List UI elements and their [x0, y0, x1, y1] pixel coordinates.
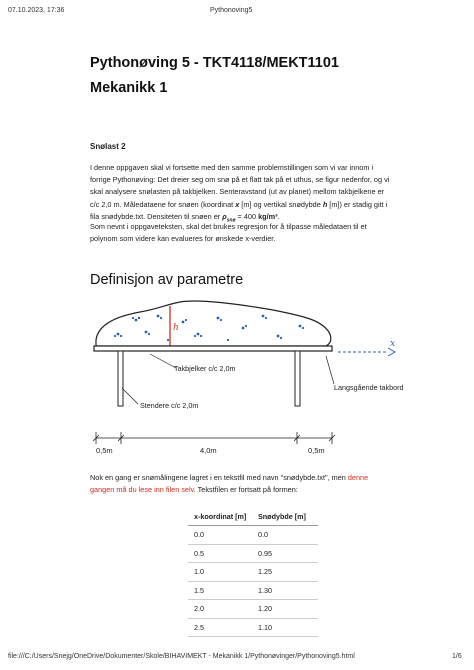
symbol-h: h	[322, 199, 328, 209]
langsgaende-label: Langsgående takbord	[334, 383, 404, 392]
langsgaende-leader	[326, 356, 334, 384]
regression-paragraph	[90, 221, 390, 245]
intro-text-5: .	[277, 211, 280, 221]
dim-mid-label: 4,0m	[200, 446, 217, 455]
dim-right-label: 0,5m	[308, 446, 325, 455]
table-cell: 0.95	[252, 544, 318, 563]
table-cell: 1.25	[252, 563, 318, 582]
file-text-red: denne gangen må du lese inn filen selv	[90, 473, 369, 495]
stendere-leader	[122, 388, 138, 404]
print-footer-path: file:///C:/Users/Snejg/OneDrive/Dokumenter/Skole/BIHAVIMEKT - Mekanikk 1/Pythonøvinger/Pythonoving5.html	[8, 653, 355, 660]
table-header-x: x-koordinat [m]	[188, 508, 252, 526]
stendere-label: Stendere c/c 2,0m	[140, 401, 199, 410]
roof-figure	[88, 298, 418, 463]
page-title: Pythonøving 5 - TKT4118/MEKT1101	[90, 55, 339, 71]
x-axis-arrowhead	[388, 348, 395, 356]
symbol-rho: ρ	[222, 211, 227, 221]
table-cell: 0.0	[252, 526, 318, 545]
file-text-2: . Tekstfilen er fortsatt på formen:	[193, 485, 298, 495]
print-title: Pythonoving5	[210, 7, 253, 14]
table-row	[188, 581, 318, 600]
table-cell: 0.0	[188, 526, 252, 545]
roof-beam	[94, 346, 332, 351]
snow-profile	[96, 301, 331, 346]
intro-paragraph	[90, 162, 390, 226]
right-post	[295, 351, 300, 406]
file-text-1: Nok en gang er snømålingene lagret i en tekstfil med navn "snødybde.txt", men	[90, 473, 348, 482]
intro-text-4: = 400	[235, 211, 259, 221]
table-cell: 2.5	[188, 618, 252, 637]
table-cell: 1.20	[252, 600, 318, 619]
regression-text: Som nevnt i oppgaveteksten, skal det brukes regresjon for å tilpasse måledataen til et polynom som videre kan evalueres for ønskede x-verdier.	[90, 222, 367, 244]
file-paragraph	[90, 472, 390, 496]
table-row	[188, 618, 318, 637]
dim-left-label: 0,5m	[96, 446, 113, 455]
density-unit: kg/m³	[258, 211, 278, 221]
subheading: Snølast 2	[90, 142, 126, 151]
data-table	[188, 508, 318, 637]
symbol-rho-sub: snø	[226, 217, 236, 224]
table-row	[188, 526, 318, 545]
table-cell: 1.30	[252, 581, 318, 600]
table-row	[188, 563, 318, 582]
intro-text-1: I denne oppgaven skal vi fortsette med den samme problemstillingen som vi var innom i forrige Pythonøving: Det dreier seg om snø på et flatt tak på et uthus, se figur nedenfor, og vi skal analysere snølasten på takbjelken. Senteravstand (ut av planet) mellom takbjelkene er c/c 2,0 m. Måledataene for snøen (koordinat	[90, 163, 390, 209]
table-cell: 2.0	[188, 600, 252, 619]
table-cell: 1.10	[252, 618, 318, 637]
print-footer-page: 1/6	[452, 653, 462, 660]
left-post	[118, 351, 123, 406]
print-date: 07.10.2023, 17:36	[8, 7, 65, 14]
section-heading: Definisjon av parametre	[90, 272, 244, 288]
table-cell: 1.5	[188, 581, 252, 600]
page-subtitle: Mekanikk 1	[90, 80, 168, 96]
height-label: h	[173, 323, 179, 333]
table-row	[188, 544, 318, 563]
table-header-row	[188, 508, 318, 526]
table-header-depth: Snødybde [m]	[252, 508, 318, 526]
table-row	[188, 600, 318, 619]
takbjelker-label: Takbjelker c/c 2,0m	[174, 364, 236, 373]
table-cell: 0.5	[188, 544, 252, 563]
symbol-x: x	[235, 199, 240, 209]
takbjelker-leader	[150, 354, 176, 368]
table-cell: 1.0	[188, 563, 252, 582]
intro-text-2: [m] og vertikal snødybde	[239, 199, 323, 209]
x-axis-label: x	[390, 339, 396, 349]
intro-text-3: [m]) er stadig gitt i fila snødybde.txt. Densiteten til snøen er	[90, 199, 388, 221]
